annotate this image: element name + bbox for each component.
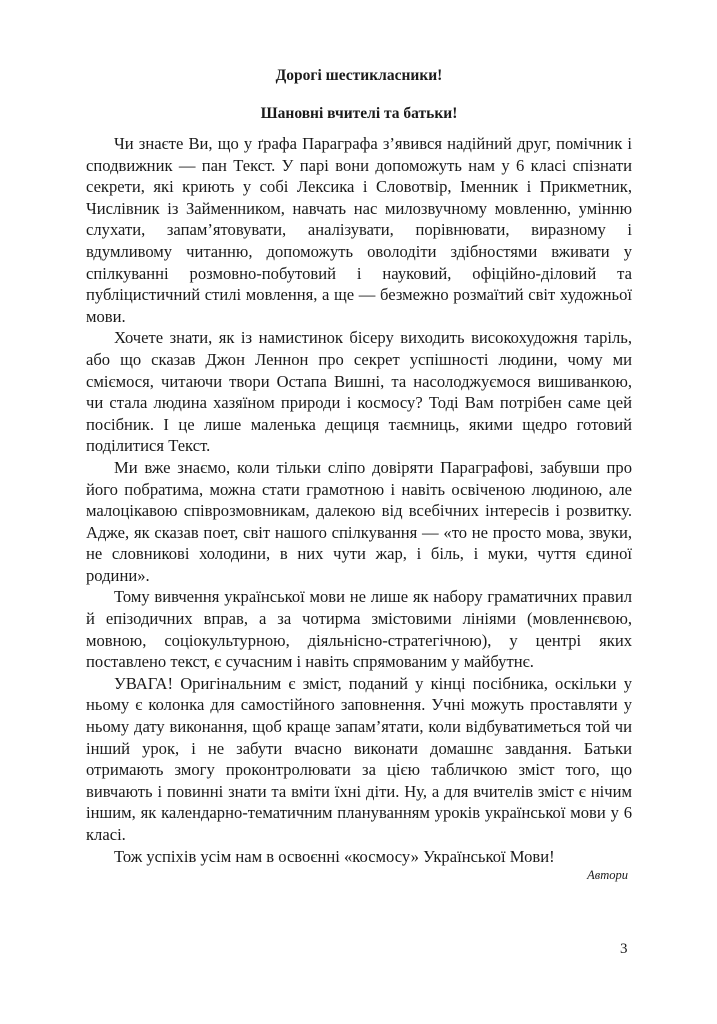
document-page [86, 66, 632, 884]
paragraph-attention: УВАГА! Оригінальним є зміст, поданий у кінці посібника, оскільки у ньому є колонка для самостійного заповнення. Учні можуть проставляти у ньому дату виконання, щоб краще запам’ятати, коли відбуватиметься той чи інший урок, і не забути вчасно виконати домашнє завдання. Батьки отримають змогу проконтролювати за цією табличкою зміст того, що вивчають і повинні знати та вміти їхні діти. Ну, а для вчителів зміст є нічим іншим, як календарно-тематичним плануванням уроків української мови у 6 класі. [86, 673, 632, 844]
paragraph-questions: Хочете знати, як із намистинок бісеру виходить високохудожня таріль, або що сказав Джон Леннон про секрет успішності людини, чому ми сміємося, читаючи твори Остапа Вишні, та насолоджуємося вишиванкою, чи стала людина хазяїном природи і космосу? Тоді Вам потрібен саме цей посібник. І це лише маленька дещиця таємниць, якими щедро готовий поділитися Текст. [86, 328, 632, 456]
heading-teachers-parents: Шановні вчителі та батьки! [260, 105, 458, 122]
heading-students: Дорогі шестикласники! [275, 67, 443, 84]
paragraph-intro: Чи знаєте Ви, що у ґрафа Параграфа з’явився надійний друг, помічник і сподвижник — пан Текст. У парі вони допоможуть нам у 6 класі спізнати секрети, які криють у собі Лексика і Словотвір, Іменник і Прикметник, Числівник із Займенником, навчать нас милозвучному мовленню, умінню слухати, запам’ятовувати, аналізувати, порівнювати, виразному і вдумливому читанню, допоможуть оволодіти здібностями вживати у спілкуванні розмовно-побутовий і науковий, офіційно-діловий та публіцистичний стилі мовлення, а ще — безмежно розмаїтий світ художньої мови. [86, 134, 632, 326]
authors-signature: Автори [587, 868, 628, 883]
paragraph-communication: Ми вже знаємо, коли тільки сліпо довіряти Параграфові, забувши про його побратима, можна стати грамотною і навіть освіченою людиною, але малоцікавою співрозмовникам, далекою від всебічних інтересів і розвитку. Адже, як сказав поет, світ нашого спілкування — «то не просто мова, звуки, не словникові холодини, в них чути жар, і біль, і муки, чуття єдиної родини». [86, 457, 632, 585]
paragraph-closing: Тож успіхів усім нам в освоєнні «космосу» Української Мови! [114, 846, 555, 866]
page-number: 3 [620, 941, 628, 957]
paragraph-content-lines: Тому вивчення української мови не лише як набору граматичних правил й епізодичних вправ, а за чотирма змістовими лініями (мовленнєвою, мовною, соціокультурною, діяльнісно-стратегічною), у центрі яких поставлено текст, є сучасним і навіть спрямованим у майбутнє. [86, 587, 632, 672]
